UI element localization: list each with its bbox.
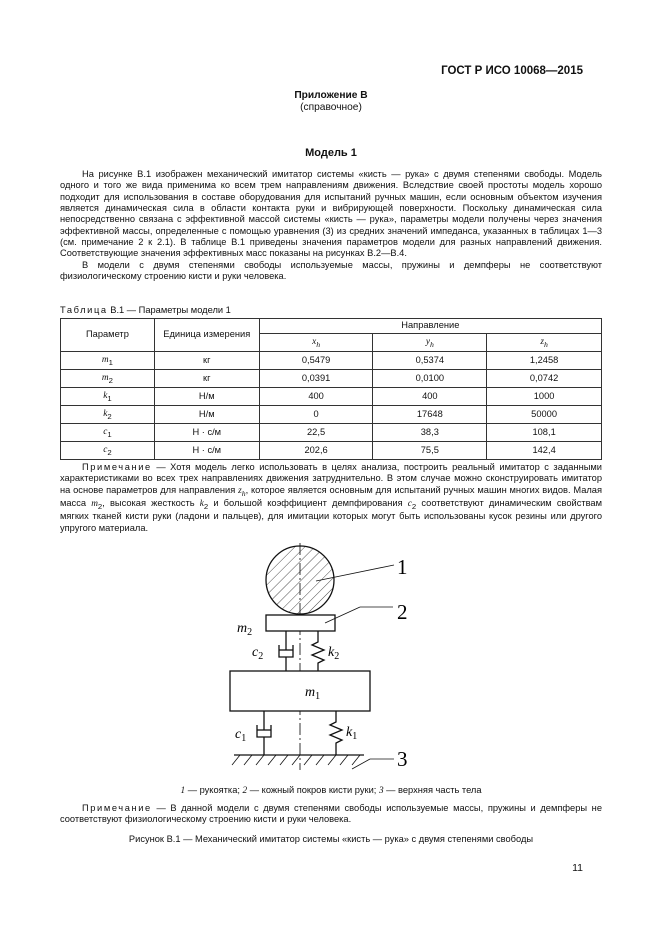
cell-unit: Н/м — [154, 406, 259, 424]
cell-y: 38,3 — [373, 424, 487, 442]
cell-param: $c_1$ — [61, 424, 155, 442]
note-1-label: Примечание — [82, 462, 152, 472]
header-direction: Направление — [259, 319, 601, 334]
table-caption-prefix: Таблица — [60, 305, 108, 315]
cell-unit: кг — [154, 370, 259, 388]
standard-header: ГОСТ Р ИСО 10068—2015 — [441, 65, 583, 77]
header-dir-z: $z_h$ — [487, 334, 602, 352]
cell-x: 400 — [259, 388, 373, 406]
cell-x: 0,5479 — [259, 352, 373, 370]
handle-circle — [266, 546, 334, 614]
label-c2: $c_2$ — [252, 645, 264, 662]
paragraph-model: В модели с двумя степенями свободы используемые массы, пружины и демпферы не соответствуют физиологическому строению кисти и руки человека. — [60, 259, 602, 281]
figure-legend: 1 — рукоятка; 2 — кожный покров кисти руки; 3 — верхняя часть тела — [180, 785, 482, 796]
cell-param: $m_1$ — [61, 352, 155, 370]
cell-unit: Н · с/м — [154, 424, 259, 442]
cell-z: 50000 — [487, 406, 602, 424]
label-2: 2 — [397, 600, 408, 624]
cell-y: 0,0100 — [373, 370, 487, 388]
paragraph-intro: На рисунке В.1 изображен механический имитатор системы «кисть — рука» с двумя степенями свободы. Модель одного и того же вида применима ко всем трем направлениям движения. Вследствие своей простоты модель хорошо подходит для использования в составе оборудования для испытаний ручных машин, если основным объектом изучения является динамическая сила в области контакта руки и вибрирующей поверхности. Поскольку динамическая сила непосредственно связана с эффективной массой системы «кисть — рука», параметры модели получены через значения эффективной массы, определенные с помощью уравнения (3) из средних значений импеданса, указанных в таблицах 1—3 (см. примечание 2 к 2.1). В таблице В.1 приведены значения параметров модели для разных направлений движения. Соответствующие значения эффективных масс показаны на рисунках В.2—В.4. — [60, 169, 602, 259]
cell-y: 75,5 — [373, 442, 487, 460]
cell-unit: Н · с/м — [154, 442, 259, 460]
header-unit: Единица измерения — [154, 319, 259, 352]
cell-z: 1000 — [487, 388, 602, 406]
header-dir-x: $x_h$ — [259, 334, 373, 352]
header-dir-y: $y_h$ — [373, 334, 487, 352]
cell-param: $k_2$ — [61, 406, 155, 424]
annex-subtitle: (справочное) — [300, 102, 362, 113]
cell-x: 0 — [259, 406, 373, 424]
damper-c1 — [257, 711, 271, 755]
cell-y: 17648 — [373, 406, 487, 424]
damper-c2 — [279, 631, 293, 671]
cell-x: 0,0391 — [259, 370, 373, 388]
label-c1: $c_1$ — [235, 727, 247, 744]
section-title: Модель 1 — [305, 147, 357, 159]
header-parameter: Параметр — [61, 319, 155, 352]
cell-param: $c_2$ — [61, 442, 155, 460]
table-caption-text: В.1 — Параметры модели 1 — [107, 305, 231, 315]
spring-k1 — [330, 711, 342, 755]
label-1: 1 — [397, 555, 408, 579]
annex-title: Приложение В — [294, 90, 368, 101]
note-1: Примечание — Хотя модель легко использовать в целях анализа, построить реальный имитатор с заданными характеристиками во всех трех направлениях движения затруднительно. В этом случае можно сконструировать имитатор на основе параметров для направления $z_h$, которое является основным для испытаний ручных машин многих видов. Малая масса $m_2$, высокая жесткость $k_2$ и большой коэффициент демпфирования $c_2$ соответствуют динамическим свойствам мягких тканей кисти руки (ладони и пальцев), для имитации которых могут быть использованы кусок резины или другого упругого материала. — [60, 462, 603, 533]
cell-unit: Н/м — [154, 388, 259, 406]
cell-x: 202,6 — [259, 442, 373, 460]
figure-caption: Рисунок В.1 — Механический имитатор системы «кисть — рука» с двумя степенями свободы — [128, 834, 534, 844]
spring-k2 — [312, 631, 324, 671]
cell-z: 142,4 — [487, 442, 602, 460]
cell-y: 400 — [373, 388, 487, 406]
mass-m2-block — [266, 615, 335, 631]
label-3: 3 — [397, 747, 408, 771]
label-k2: $k_2$ — [328, 645, 340, 662]
note-2: Примечание — В данной модели с двумя степенями свободы используемые массы, пружины и демпферы не соответствуют физиологическому строению кисти и руки человека. — [60, 803, 602, 825]
label-m1: $m_1$ — [305, 685, 321, 702]
label-m2: $m_2$ — [237, 621, 253, 638]
cell-z: 0,0742 — [487, 370, 602, 388]
cell-unit: кг — [154, 352, 259, 370]
ground-hatching — [232, 755, 360, 765]
cell-z: 108,1 — [487, 424, 602, 442]
cell-param: $m_2$ — [61, 370, 155, 388]
cell-x: 22,5 — [259, 424, 373, 442]
note-2-label: Примечание — [82, 803, 152, 813]
cell-z: 1,2458 — [487, 352, 602, 370]
cell-y: 0,5374 — [373, 352, 487, 370]
page-number: 11 — [572, 862, 583, 874]
label-k1: $k_1$ — [346, 725, 358, 742]
cell-param: $k_1$ — [61, 388, 155, 406]
mass-m1-block — [230, 671, 370, 711]
